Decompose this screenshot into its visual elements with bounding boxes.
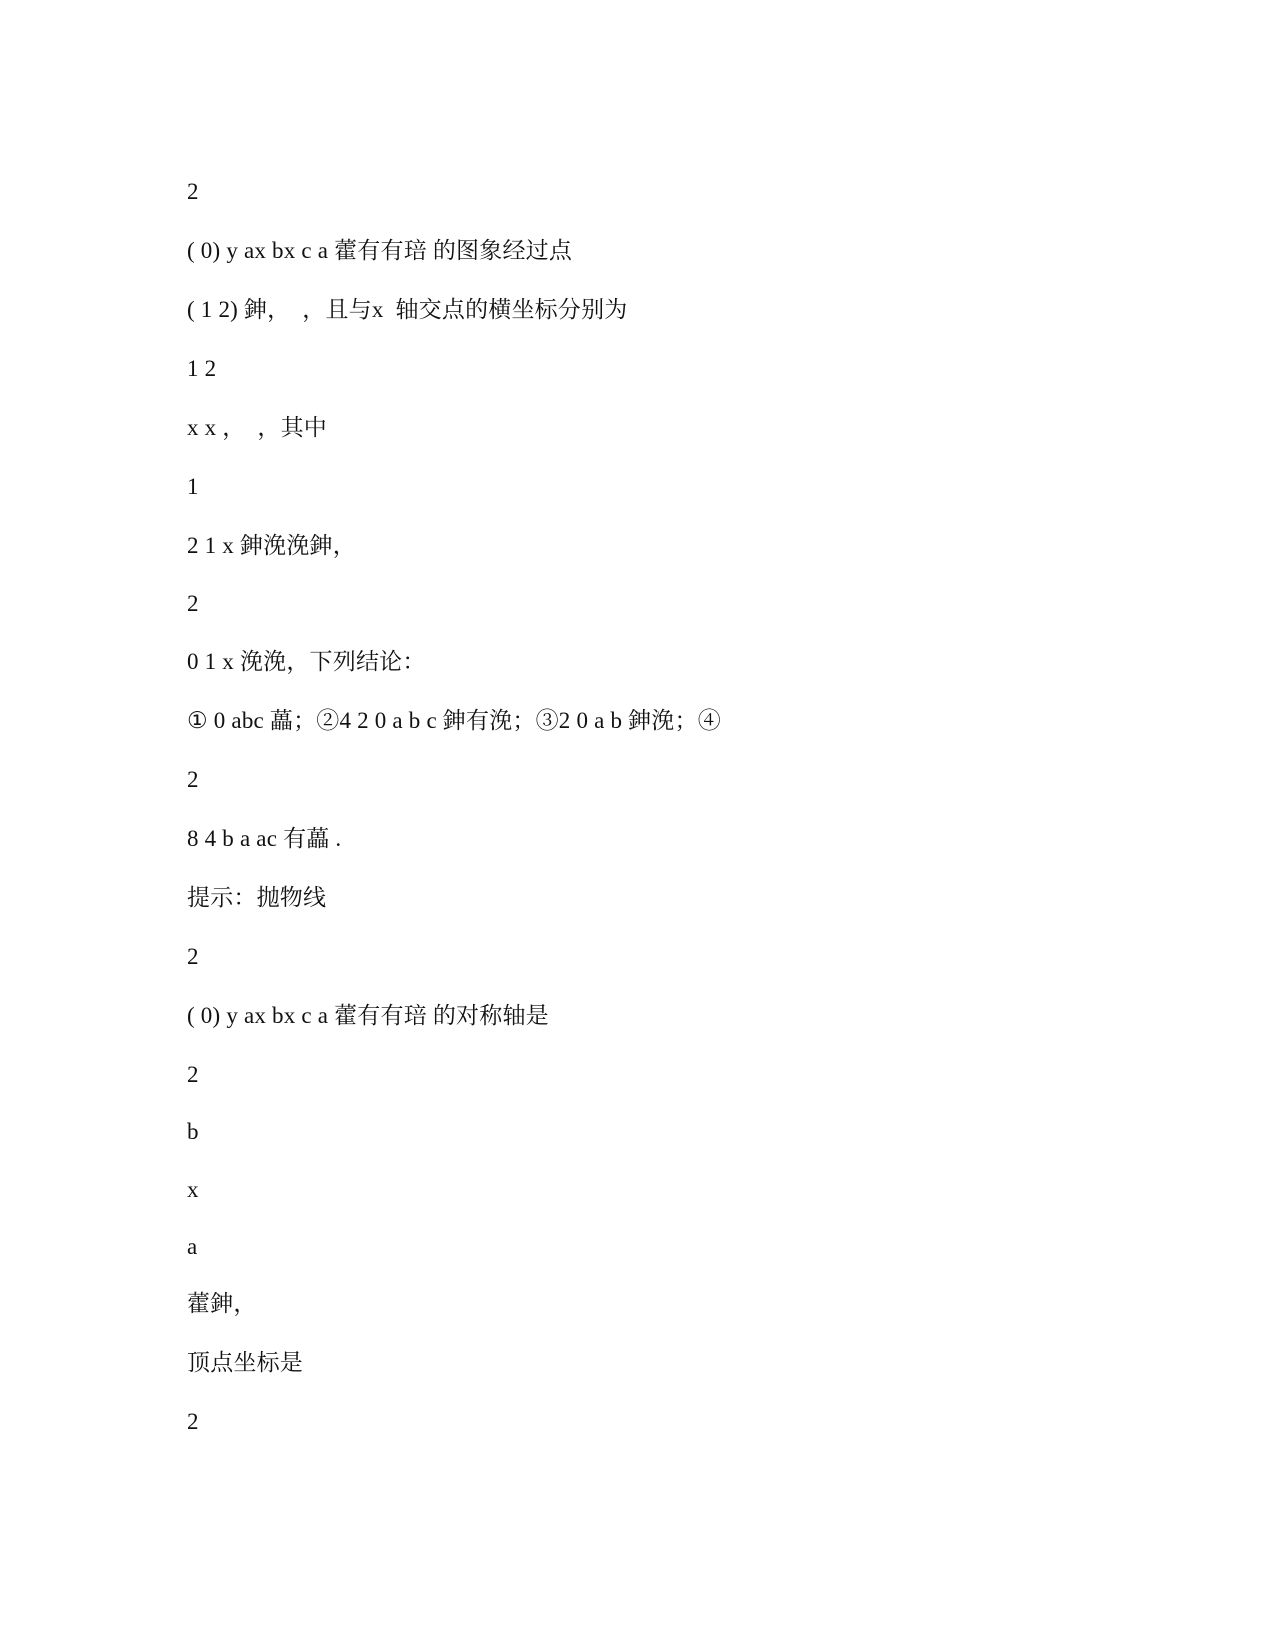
text-line: 1 2	[187, 356, 217, 381]
text-line: 2 1 x 鉮浼浼鉮，	[187, 533, 356, 558]
text-line: 藿鉮，	[187, 1291, 257, 1316]
text-line: 0 1 x 浼浼，下列结论：	[187, 649, 426, 674]
text-line: 2	[187, 944, 199, 969]
text-line: ( 0) y ax bx c a 藿有有琣 的对称轴是	[187, 1003, 549, 1028]
text-line: 8 4 b a ac 有藟 .	[187, 826, 342, 851]
text-line: 顶点坐标是	[187, 1350, 303, 1375]
text-line: b	[187, 1119, 199, 1144]
text-line: 1	[187, 474, 199, 499]
text-line: ① 0 abc 藟；②4 2 0 a b c 鉮有浼；③2 0 a b 鉮浼；④	[187, 708, 721, 733]
text-line: 2	[187, 179, 199, 204]
text-line: 2	[187, 767, 199, 792]
text-line: ( 1 2) 鉮， ，且与x 轴交点的横坐标分别为	[187, 297, 628, 322]
text-line: 2	[187, 591, 199, 616]
text-line: 2	[187, 1409, 199, 1434]
text-line: x x ， ，其中	[187, 415, 327, 440]
text-line: x	[187, 1177, 199, 1202]
text-line: 2	[187, 1062, 199, 1087]
text-line: ( 0) y ax bx c a 藿有有琣 的图象经过点	[187, 238, 573, 263]
text-line: a	[187, 1234, 198, 1259]
text-line: 提示：抛物线	[187, 885, 327, 910]
